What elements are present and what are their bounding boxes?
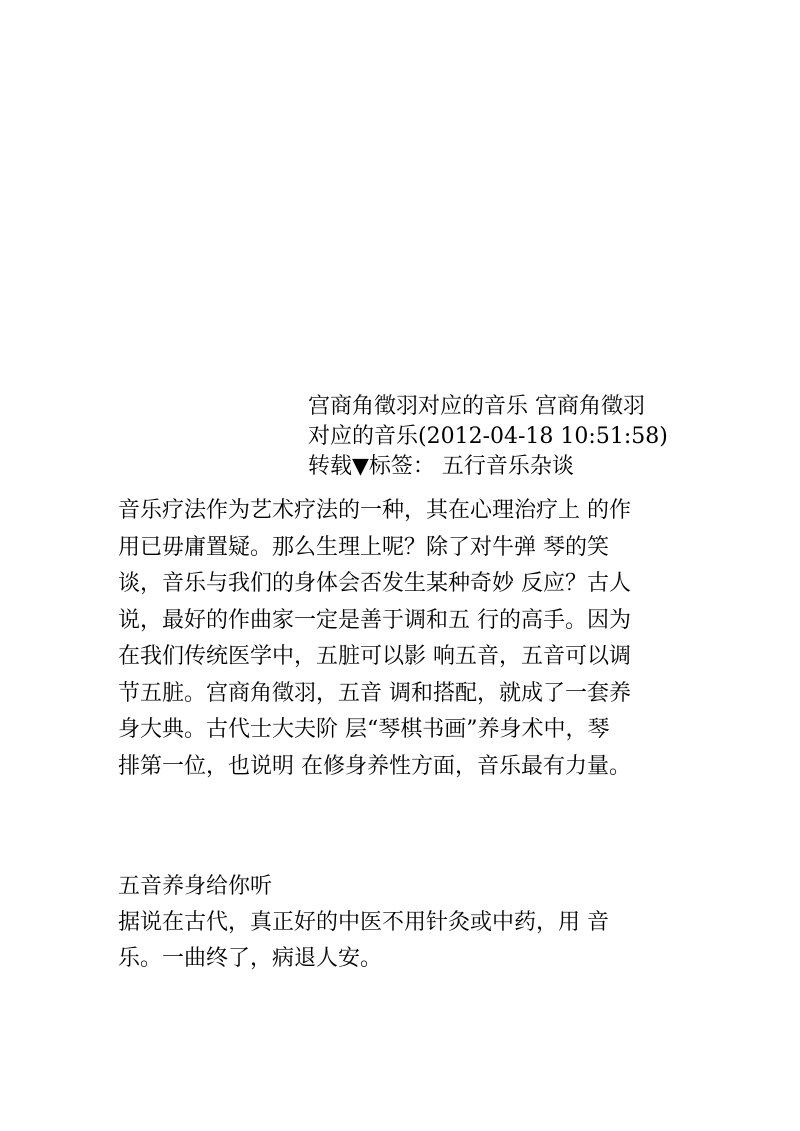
article-header [308, 392, 688, 482]
intro-line-6: 节五脏。宫商角徵羽，五音 调和搭配，就成了一套养 [118, 680, 631, 706]
article-tags-line: 转载▼标签： 五行音乐杂谈 [308, 454, 574, 479]
intro-line-8: 排第一位，也说明 在修身养性方面，音乐最有力量。 [118, 753, 631, 779]
article-title-line-2: 对应的音乐(2012-04-18 10:51:58) [308, 424, 668, 449]
article-title-line-1: 宫商角徵羽对应的音乐 宫商角徵羽 [308, 394, 645, 419]
intro-line-7: 身大典。古代士大夫阶 层“琴棋书画”养身术中，琴 [118, 717, 610, 742]
intro-paragraph [118, 493, 698, 785]
section-five-tones [118, 869, 698, 977]
intro-line-2: 用已毋庸置疑。那么生理上呢？除了对牛弹 琴的笑 [118, 534, 609, 560]
section-line-1: 据说在古代，真正好的中医不用针灸或中药，用 音 [118, 910, 609, 935]
intro-line-5: 在我们传统医学中，五脏可以影 响五音，五音可以调 [118, 644, 631, 669]
intro-line-3: 谈，音乐与我们的身体会否发生某种奇妙 反应？古人 [118, 571, 631, 596]
section-heading: 五音养身给你听 [118, 874, 273, 899]
section-line-2: 乐。一曲终了，病退人安。 [118, 946, 383, 971]
intro-line-4: 说，最好的作曲家一定是善于调和五 行的高手。因为 [118, 607, 631, 633]
intro-line-1: 音乐疗法作为艺术疗法的一种，其在心理治疗上 的作 [118, 498, 631, 523]
